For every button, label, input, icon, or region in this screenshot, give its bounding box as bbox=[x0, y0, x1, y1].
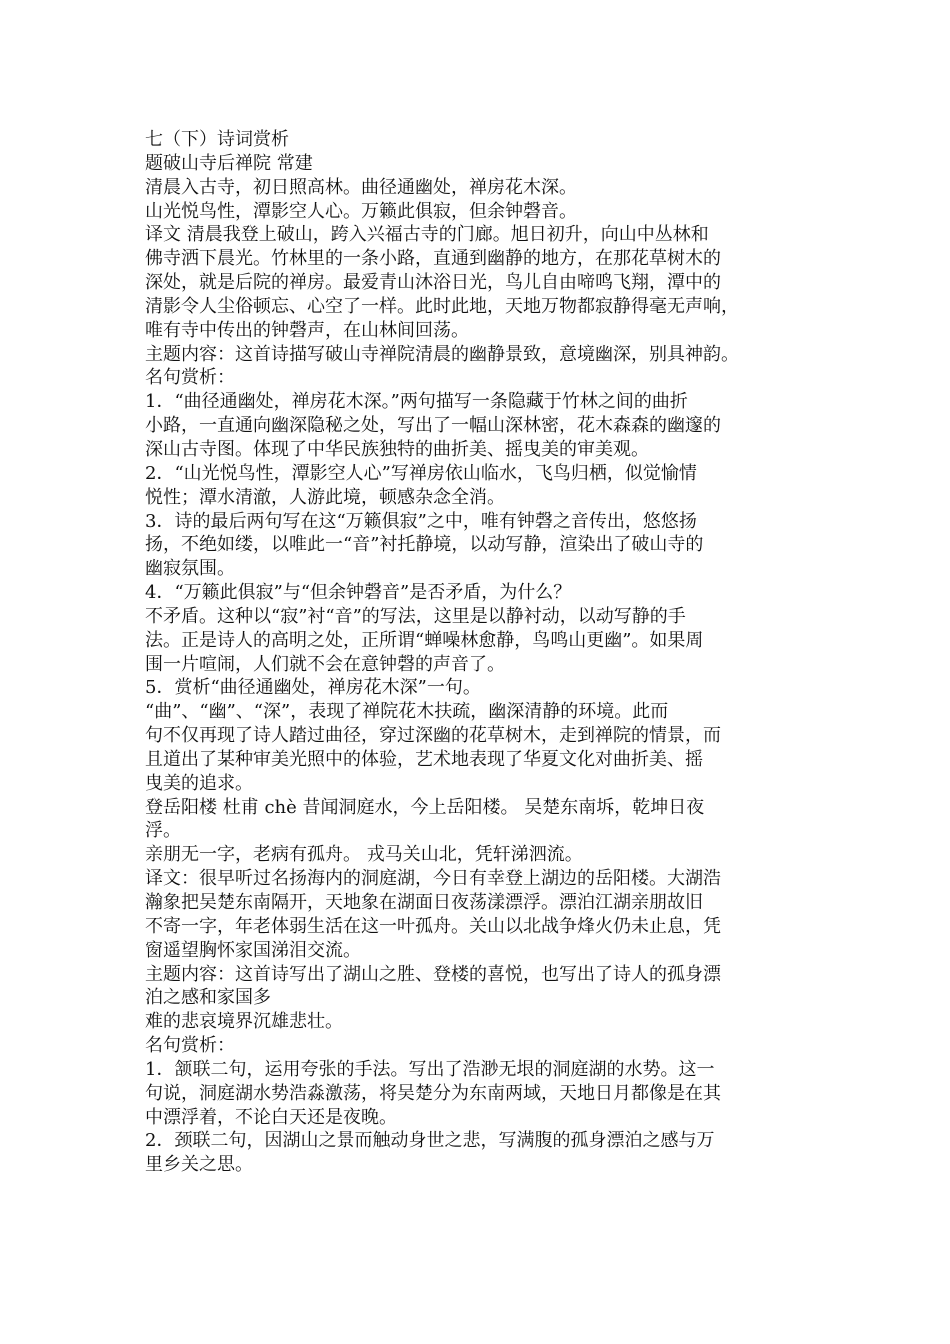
text-line: 泊之感和家国多 bbox=[145, 987, 271, 1009]
text-line: 主题内容：这首诗写出了湖山之胜、登楼的喜悦，也写出了诗人的孤身漂 bbox=[145, 963, 721, 985]
text-line: 亲朋无一字，老病有孤舟。 戎马关山北，凭轩涕泗流。 bbox=[145, 844, 583, 866]
text-line: 4．“万籁此俱寂”与“但余钟磬音”是否矛盾，为什么？ bbox=[145, 582, 572, 604]
text-line: 唯有寺中传出的钟磬声，在山林间回荡。 bbox=[145, 319, 469, 341]
text-line: “曲”、“幽”、“深”，表现了禅院花木扶疏，幽深清静的环境。此而 bbox=[145, 701, 669, 723]
document-body bbox=[145, 128, 810, 1177]
text-line: 登岳阳楼 杜甫 chè 昔闻洞庭水，今上岳阳楼。 吴楚东南坼，乾坤日夜 bbox=[145, 796, 705, 818]
text-line: 法。正是诗人的高明之处，正所谓“蝉噪林愈静，鸟鸣山更幽”。如果周 bbox=[145, 629, 704, 651]
text-line: 且道出了某种审美光照中的体验，艺术地表现了华夏文化对曲折美、摇 bbox=[145, 748, 703, 770]
text-line: 1．颔联二句，运用夸张的手法。写出了浩渺无垠的洞庭湖的水势。这一 bbox=[145, 1058, 715, 1080]
text-line: 名句赏析： bbox=[145, 1035, 235, 1057]
text-line: 清晨入古寺，初日照高林。曲径通幽处，禅房花木深。 bbox=[145, 176, 577, 198]
text-line: 里乡关之思。 bbox=[145, 1154, 253, 1176]
text-line: 不寄一字，年老体弱生活在这一叶孤舟。关山以北战争烽火仍未止息，凭 bbox=[145, 915, 721, 937]
text-line: 2．颈联二句，因湖山之景而触动身世之悲，写满腹的孤身漂泊之感与万 bbox=[145, 1130, 715, 1152]
text-line: 主题内容：这首诗描写破山寺禅院清晨的幽静景致，意境幽深，别具神韵。 bbox=[145, 343, 739, 365]
text-line: 窗遥望胸怀家国涕泪交流。 bbox=[145, 939, 361, 961]
text-line: 山光悦鸟性，潭影空人心。万籁此俱寂，但余钟磬音。 bbox=[145, 200, 577, 222]
text-line: 深山古寺图。体现了中华民族独特的曲折美、摇曳美的审美观。 bbox=[145, 438, 649, 460]
text-line: 曳美的追求。 bbox=[145, 772, 253, 794]
text-line: 佛寺洒下晨光。竹林里的一条小路，直通到幽静的地方，在那花草树木的 bbox=[145, 248, 721, 270]
text-line: 5．赏析“曲径通幽处，禅房花木深”一句。 bbox=[145, 677, 481, 699]
text-line: 中漂浮着，不论白天还是夜晚。 bbox=[145, 1106, 397, 1128]
text-line: 扬，不绝如缕，以唯此一“音”衬托静境，以动写静，渲染出了破山寺的 bbox=[145, 534, 704, 556]
text-line: 七（下）诗词赏析 bbox=[145, 129, 289, 150]
text-line: 名句赏析： bbox=[145, 367, 235, 389]
text-line: 围一片喧闹，人们就不会在意钟磬的声音了。 bbox=[145, 653, 505, 675]
text-line: 句说，洞庭湖水势浩淼激荡，将吴楚分为东南两域，天地日月都像是在其 bbox=[145, 1082, 721, 1104]
text-line: 1．“曲径通幽处，禅房花木深。”两句描写一条隐藏于竹林之间的曲折 bbox=[145, 391, 688, 413]
text-line: 题破山寺后禅院 常建 bbox=[145, 152, 313, 174]
text-line: 难的悲哀境界沉雄悲壮。 bbox=[145, 1011, 343, 1033]
text-line: 3．诗的最后两句写在这“万籁俱寂”之中，唯有钟磬之音传出，悠悠扬 bbox=[145, 510, 697, 532]
text-line: 深处，就是后院的禅房。最爱青山沐浴日光，鸟儿自由啼鸣飞翔，潭中的 bbox=[145, 272, 721, 294]
text-line: 瀚象把吴楚东南隔开，天地象在湖面日夜荡漾漂浮。漂泊江湖亲朋故旧 bbox=[145, 892, 703, 913]
text-line: 幽寂氛围。 bbox=[145, 558, 235, 580]
text-line: 句不仅再现了诗人踏过曲径，穿过深幽的花草树木，走到禅院的情景，而 bbox=[145, 725, 721, 747]
text-line: 译文：很早听过名扬海内的洞庭湖，今日有幸登上湖边的岳阳楼。大湖浩 bbox=[145, 868, 721, 890]
text-line: 浮。 bbox=[145, 820, 181, 842]
text-line: 译文 清晨我登上破山，跨入兴福古寺的门廊。旭日初升，向山中丛林和 bbox=[145, 224, 709, 246]
text-line: 小路，一直通向幽深隐秘之处，写出了一幅山深林密，花木森森的幽邃的 bbox=[145, 415, 721, 437]
text-line: 不矛盾。这种以“寂”衬“音”的写法，这里是以静衬动，以动写静的手 bbox=[145, 605, 686, 627]
text-line: 清影令人尘俗顿忘、心空了一样。此时此地，天地万物都寂静得毫无声响， bbox=[145, 295, 739, 317]
text-line: 悦性；潭水清澈，人游此境，顿感杂念全消。 bbox=[145, 486, 505, 508]
text-line: 2．“山光悦鸟性，潭影空人心”写禅房依山临水，飞鸟归栖，似觉愉情 bbox=[145, 462, 697, 484]
